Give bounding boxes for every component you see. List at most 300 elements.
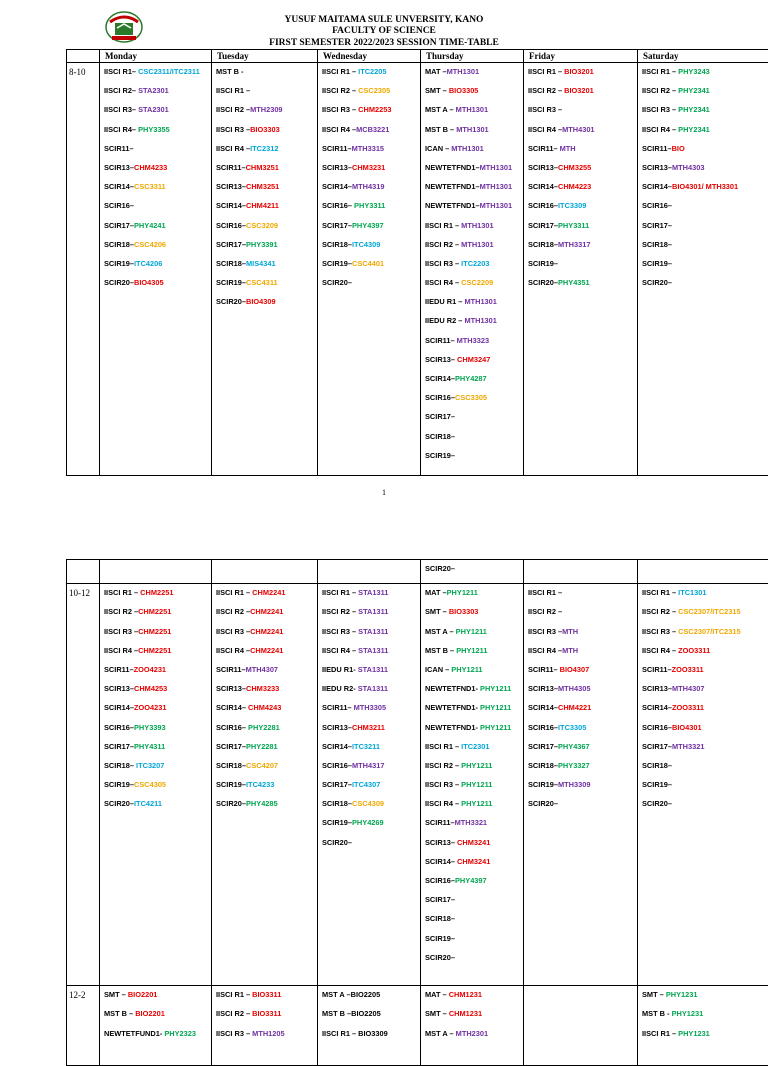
course-code: CHM3251 [246, 163, 279, 172]
venue-label: IISCI R1 – [528, 67, 564, 76]
course-entry [212, 780, 317, 799]
venue-label: SCIR13– [642, 163, 672, 172]
course-code: MTH [562, 627, 578, 636]
course-code: CSC3209 [246, 221, 278, 230]
course-code: CHM4221 [558, 703, 591, 712]
venue-label: IISCI R1 – [216, 588, 252, 597]
course-entry [421, 876, 523, 895]
course-code: BIO3311 [252, 990, 281, 999]
course-entry [638, 240, 768, 259]
course-entry [318, 646, 420, 665]
course-entry [318, 818, 420, 837]
course-entry [318, 105, 420, 124]
course-code: ZOO3311 [672, 665, 704, 674]
course-code: MTH3305 [354, 703, 386, 712]
venue-label: SCIR17– [528, 742, 558, 751]
course-code: STA2301 [138, 86, 169, 95]
venue-label: IISCI R2 – [642, 607, 678, 616]
schedule-cell-tuesday [212, 63, 318, 476]
course-code: PHY4269 [352, 818, 384, 827]
course-code: CHM4233 [134, 163, 167, 172]
course-code: MTH1205 [252, 1029, 284, 1038]
course-entry [638, 990, 768, 1009]
time-slot-label: 12-2 [67, 986, 100, 1066]
venue-label: IISCI R1 – [528, 588, 562, 597]
schedule-cell-monday [100, 986, 212, 1066]
venue-label: SCIR19– [425, 934, 455, 943]
course-code: CHM2251 [138, 607, 171, 616]
course-code: MTH1301 [451, 144, 483, 153]
course-entry [421, 355, 523, 374]
course-entry [524, 780, 637, 799]
venue-label: IISCI R2 – [528, 607, 562, 616]
course-code: BIO4307 [560, 665, 590, 674]
venue-label: SCIR14– [104, 182, 134, 191]
course-entry [638, 125, 768, 144]
course-code: PHY4287 [455, 374, 487, 383]
course-entry [212, 799, 317, 818]
course-code: PHY2341 [678, 86, 710, 95]
course-code: PHY1231 [678, 1029, 710, 1038]
course-entry [524, 742, 637, 761]
course-entry [212, 703, 317, 722]
course-code: BIO3309 [358, 1029, 388, 1038]
venue-label: IISCI R4 – [642, 125, 678, 134]
venue-label: IISCI R2 – [322, 86, 358, 95]
venue-label: SCIR16– [642, 201, 672, 210]
course-code: MTH [560, 144, 576, 153]
course-entry [212, 607, 317, 626]
course-entry [100, 259, 211, 278]
venue-label: NEWTETFND1– [425, 201, 480, 210]
venue-label: IISCI R3 – [528, 105, 562, 114]
venue-label: NEWTETFND1- [425, 723, 480, 732]
timetable-title: FIRST SEMESTER 2022/2023 SESSION TIME-TABLE [0, 38, 768, 49]
course-entry [421, 316, 523, 335]
course-entry [100, 144, 211, 163]
course-code: MTH3321 [672, 742, 704, 751]
course-entry [638, 627, 768, 646]
course-code: MTH4319 [352, 182, 384, 191]
venue-label: SCIR18– [216, 761, 246, 770]
course-code: PHY3327 [558, 761, 590, 770]
venue-label: IISCI R1 – [322, 67, 358, 76]
venue-label: IISCI R1 – [104, 588, 140, 597]
course-entry [318, 607, 420, 626]
venue-label: SCIR19– [104, 780, 134, 789]
course-entry [318, 144, 420, 163]
venue-label: SMT – [425, 1009, 449, 1018]
course-code: PHY1211 [456, 627, 487, 636]
course-entry [638, 144, 768, 163]
course-code: ZOO3311 [678, 646, 710, 655]
venue-label: MST B – [104, 1009, 135, 1018]
course-entry [638, 201, 768, 220]
course-code: CHM2251 [138, 627, 171, 636]
venue-label: NEWTETFND1- [425, 703, 480, 712]
venue-label: SCIR17– [425, 412, 455, 421]
venue-label: SCIR17– [104, 742, 134, 751]
venue-label: SCIR19– [322, 818, 352, 827]
venue-label: IIEDU R1 – [425, 297, 464, 306]
course-code: MTH3317 [558, 240, 590, 249]
venue-label: IISCI R4 – [104, 646, 138, 655]
venue-label: SCIR11– [528, 665, 560, 674]
course-code: BIO3201 [564, 86, 594, 95]
course-entry [421, 723, 523, 742]
course-entry [421, 703, 523, 722]
course-code: PHY1211 [461, 799, 492, 808]
schedule-cell-thursday [421, 63, 524, 476]
course-entry [212, 163, 317, 182]
venue-label: SCIR14– [104, 703, 134, 712]
venue-label: IIEDU R1- [322, 665, 358, 674]
course-code: CHM1231 [449, 1009, 482, 1018]
course-entry [212, 278, 317, 297]
course-entry [318, 1029, 420, 1048]
course-entry [421, 838, 523, 857]
course-entry [318, 742, 420, 761]
course-entry [421, 86, 523, 105]
course-code: MTH4317 [352, 761, 384, 770]
course-entry [421, 607, 523, 626]
venue-label: SCIR14– [642, 703, 672, 712]
venue-label: SCIR16– [528, 201, 558, 210]
venue-label: SCIR18– [528, 240, 558, 249]
venue-label: SCIR11– [104, 144, 134, 153]
venue-label: SCIR13– [216, 684, 246, 693]
venue-label: SCIR18– [104, 761, 136, 770]
course-code: ITC3309 [558, 201, 586, 210]
course-entry [100, 990, 211, 1009]
course-code: CHM2251 [138, 646, 171, 655]
course-entry [638, 588, 768, 607]
course-entry [421, 761, 523, 780]
course-entry [100, 684, 211, 703]
venue-label: SCIR19– [528, 780, 558, 789]
course-code: ITC4309 [352, 240, 380, 249]
course-entry [212, 201, 317, 220]
course-entry [100, 67, 211, 86]
course-code: ITC2205 [358, 67, 386, 76]
course-code: PHY2281 [246, 742, 278, 751]
venue-label: IISCI R2 – [104, 607, 138, 616]
venue-label: IISCI R3 – [322, 627, 358, 636]
course-entry [212, 1009, 317, 1028]
course-entry [318, 125, 420, 144]
venue-label: SCIR11– [322, 144, 352, 153]
course-entry [638, 723, 768, 742]
venue-label: SCIR13– [104, 163, 134, 172]
course-entry [318, 838, 420, 857]
course-code: PHY4367 [558, 742, 590, 751]
venue-label: IISCI R3 – [216, 125, 250, 134]
venue-label: SCIR14– [216, 201, 246, 210]
course-code: BIO4309 [246, 297, 276, 306]
venue-label: MST B - [216, 67, 244, 76]
time-slot-row-8-10 [67, 63, 768, 476]
time-header [67, 50, 100, 63]
venue-label: ICAN – [425, 144, 451, 153]
venue-label: SCIR17– [322, 780, 352, 789]
schedule-cell-saturday [638, 986, 768, 1066]
course-code: CSC2305 [358, 86, 390, 95]
venue-label: IISCI R4 – [642, 646, 678, 655]
course-entry [100, 278, 211, 297]
venue-label: IISCI R1 – [425, 742, 461, 751]
course-code: PHY4351 [558, 278, 590, 287]
course-code: STA1311 [358, 607, 388, 616]
course-entry [212, 125, 317, 144]
course-entry [318, 665, 420, 684]
course-code: MTH4301 [562, 125, 594, 134]
venue-label: SCIR18– [322, 240, 352, 249]
course-code: MTH1301 [456, 105, 488, 114]
venue-label: SCIR16– [425, 393, 455, 402]
course-code: PHY3311 [354, 201, 385, 210]
course-entry [524, 799, 637, 818]
venue-label: SCIR19– [216, 278, 246, 287]
course-entry [421, 201, 523, 220]
course-entry [638, 221, 768, 240]
schedule-cell-tuesday [212, 986, 318, 1066]
course-code: CHM2241 [250, 627, 283, 636]
venue-label: IISCI R3 – [216, 627, 250, 636]
venue-label: SMT – [425, 607, 449, 616]
course-code: ITC4233 [246, 780, 274, 789]
course-code: CSC4207 [246, 761, 278, 770]
course-code: CSC4206 [134, 240, 166, 249]
venue-label: SCIR16– [322, 761, 352, 770]
venue-label: IISCI R2– [104, 86, 138, 95]
course-code: PHY4241 [134, 221, 166, 230]
venue-label: NEWTETFND1– [425, 182, 480, 191]
course-code: PHY1211 [480, 684, 511, 693]
course-code: PHY2341 [678, 105, 710, 114]
course-entry [318, 259, 420, 278]
venue-label: SCIR16– [322, 201, 354, 210]
course-entry [212, 221, 317, 240]
course-code: STA1311 [358, 627, 388, 636]
day-header-tuesday: Tuesday [212, 50, 318, 63]
venue-label: SCIR14– [642, 182, 672, 191]
course-entry [421, 1029, 523, 1048]
course-code: MTH1301 [464, 316, 496, 325]
venue-label: IISCI R2 – [425, 240, 461, 249]
course-entry [212, 627, 317, 646]
course-code: BIO2201 [135, 1009, 165, 1018]
course-entry [318, 201, 420, 220]
course-entry [524, 723, 637, 742]
venue-label: SCIR20– [216, 297, 246, 306]
course-code: BIO [672, 144, 685, 153]
course-entry [524, 221, 637, 240]
venue-label: SCIR19– [425, 451, 455, 460]
course-code: CHM3241 [457, 857, 490, 866]
venue-label: SCIR16– [216, 723, 248, 732]
venue-label: SCIR11– [216, 665, 246, 674]
venue-label: IISCI R4 – [528, 646, 562, 655]
venue-label: MST A – [425, 105, 456, 114]
venue-label: SCIR20– [216, 799, 246, 808]
course-code: MTH1301 [480, 163, 512, 172]
course-code: ZOO3311 [672, 703, 704, 712]
course-code: MTH3315 [352, 144, 384, 153]
course-code: PHY1211 [480, 723, 511, 732]
course-code: CSC3305 [455, 393, 487, 402]
course-code: MTH1301 [461, 240, 493, 249]
course-entry [421, 1009, 523, 1028]
venue-label: SCIR17– [216, 742, 246, 751]
venue-label: SCIR18– [322, 799, 352, 808]
course-entry [318, 1009, 420, 1028]
course-entry [421, 144, 523, 163]
course-entry [100, 799, 211, 818]
course-entry [212, 588, 317, 607]
venue-label: IISCI R2 – [642, 86, 678, 95]
schedule-cell-tuesday [212, 584, 318, 986]
course-entry [318, 627, 420, 646]
course-entry [638, 607, 768, 626]
venue-label: SMT – [642, 990, 666, 999]
course-code: PHY3243 [678, 67, 710, 76]
course-entry [421, 412, 523, 431]
venue-label: IISCI R3 – [216, 1029, 252, 1038]
course-entry [524, 627, 637, 646]
venue-label: SCIR14– [425, 374, 455, 383]
course-code: CHM1231 [449, 990, 482, 999]
course-code: MTH1301 [464, 297, 496, 306]
venue-label: SCIR11– [642, 665, 672, 674]
venue-label: IISCI R4 – [216, 646, 250, 655]
course-entry [318, 163, 420, 182]
course-entry [421, 934, 523, 953]
course-entry [421, 665, 523, 684]
course-code: MCB3221 [356, 125, 389, 134]
course-entry [212, 67, 317, 86]
course-entry [421, 125, 523, 144]
course-entry [638, 105, 768, 124]
course-code: PHY3391 [246, 240, 278, 249]
course-entry [212, 684, 317, 703]
course-entry [421, 953, 523, 972]
course-code: CSC2209 [461, 278, 493, 287]
venue-label: IISCI R4 – [322, 125, 356, 134]
venue-label: SCIR19– [642, 259, 672, 268]
course-entry [638, 163, 768, 182]
course-entry [638, 684, 768, 703]
course-code: ITC2203 [461, 259, 489, 268]
venue-label: IISCI R2 – [216, 607, 250, 616]
venue-label: SCIR19– [528, 259, 558, 268]
course-code: CSC4311 [246, 278, 278, 287]
course-entry [318, 588, 420, 607]
course-entry [421, 588, 523, 607]
course-code: BIO4301 [672, 723, 702, 732]
venue-label: SCIR17– [642, 221, 672, 230]
course-entry [212, 723, 317, 742]
course-code: PHY4397 [352, 221, 384, 230]
venue-label: IISCI R3 – [104, 627, 138, 636]
venue-label: SCIR17– [322, 221, 352, 230]
course-entry [421, 297, 523, 316]
course-code: PHY1231 [666, 990, 698, 999]
venue-label: IISCI R1 – [642, 1029, 678, 1038]
course-entry [100, 761, 211, 780]
course-entry [421, 684, 523, 703]
venue-label: SCIR14– [322, 742, 352, 751]
timetable-page-2 [66, 559, 768, 1066]
course-code: CSC2311/ITC2311 [138, 67, 200, 76]
venue-label: SCIR11– [425, 336, 457, 345]
course-code: BIO3303 [250, 125, 280, 134]
venue-label: MST B – [322, 1009, 351, 1018]
course-entry [638, 799, 768, 818]
course-code: MIS4341 [246, 259, 276, 268]
course-entry [212, 761, 317, 780]
course-entry [100, 1029, 211, 1048]
venue-label: SCIR13– [216, 182, 246, 191]
venue-label: IISCI R1 – [642, 67, 678, 76]
course-entry [421, 627, 523, 646]
venue-label: SCIR18– [642, 761, 672, 770]
venue-label: SCIR16– [425, 876, 455, 885]
course-entry [318, 780, 420, 799]
venue-label: SCIR13– [322, 163, 352, 172]
course-entry [421, 742, 523, 761]
venue-label: IIEDU R2- [322, 684, 358, 693]
course-code: CHM3247 [457, 355, 490, 364]
course-code: PHY1211 [461, 780, 492, 789]
course-code: MTH4303 [672, 163, 704, 172]
venue-label: SCIR11– [642, 144, 672, 153]
venue-label: IISCI R3 – [425, 259, 461, 268]
course-entry [421, 67, 523, 86]
course-entry [524, 144, 637, 163]
course-code: MTH2309 [250, 105, 282, 114]
course-code: MTH1301 [480, 182, 512, 191]
course-code: CHM3211 [352, 723, 385, 732]
course-code: BIO2201 [128, 990, 158, 999]
time-slot-row-10-12 [67, 584, 768, 986]
course-code: ITC1301 [678, 588, 706, 597]
course-entry [638, 86, 768, 105]
course-entry [421, 646, 523, 665]
course-code: BIO3201 [564, 67, 594, 76]
venue-label: SCIR20– [104, 799, 134, 808]
venue-label: IISCI R3 – [322, 105, 358, 114]
venue-label: IISCI R4 – [216, 144, 250, 153]
course-entry [421, 818, 523, 837]
course-entry [524, 86, 637, 105]
course-entry [212, 646, 317, 665]
course-code: ITC4307 [352, 780, 380, 789]
course-code: MTH1301 [461, 221, 493, 230]
schedule-cell-thursday [421, 584, 524, 986]
venue-label: SCIR19– [322, 259, 352, 268]
course-entry [638, 182, 768, 201]
course-entry [100, 163, 211, 182]
course-entry [421, 857, 523, 876]
course-code: MTH2301 [456, 1029, 488, 1038]
course-entry [318, 761, 420, 780]
course-entry [100, 742, 211, 761]
venue-label: IISCI R4 – [322, 646, 358, 655]
course-entry [524, 125, 637, 144]
course-code: MTH [562, 646, 578, 655]
schedule-cell-wednesday [318, 63, 421, 476]
faculty-name: FACULTY OF SCIENCE [0, 26, 768, 37]
